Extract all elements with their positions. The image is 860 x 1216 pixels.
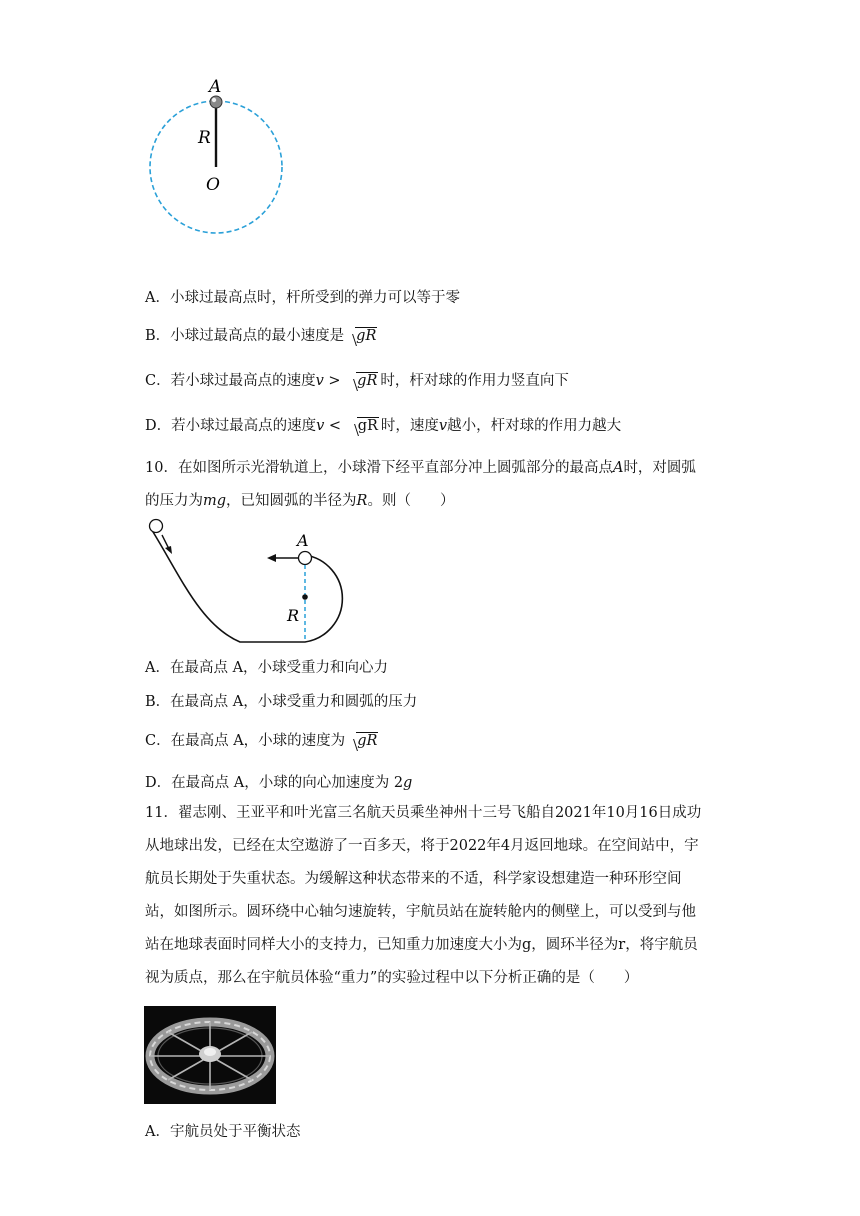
q10-option-a: A．在最高点 A，小球受重力和向心力 (145, 660, 389, 676)
label-r: R (198, 128, 211, 148)
q9-option-a: A．小球过最高点时，杆所受到的弹力可以等于零 (145, 290, 460, 306)
q9-option-b: B．小球过最高点的最小速度是 gR (145, 328, 377, 344)
q10-stem: 10．在如图所示光滑轨道上，小球滑下经平直部分冲上圆弧部分的最高点A时，对圆弧的压力为mg，已知圆弧的半径为R。则（ ） (145, 460, 696, 509)
ball (210, 96, 222, 108)
label-o: O (206, 175, 220, 195)
q10-option-d: D．在最高点 A，小球的向心加速度为 2g (145, 775, 413, 791)
space-station-image (144, 1006, 276, 1104)
q9-option-d: D．若小球过最高点的速度v < gR 时，速度v越小，杆对球的作用力越大 (145, 418, 622, 434)
q11-option-a: A．宇航员处于平衡状态 (145, 1124, 301, 1140)
q9-option-c: C．若小球过最高点的速度v > gR 时，杆对球的作用力竖直向下 (145, 373, 569, 389)
label-r: R (287, 606, 300, 625)
label-a: A (297, 531, 309, 550)
q11-stem: 11．翟志刚、王亚平和叶光富三名航天员乘坐神州十三号飞船自2021年10月16日成功从地球出发，已经在太空遨游了一百多天，将于2022年4月返回地球。在空间站中，宇航员长期处于失重状态。为缓解这种状态带来的不适，科学家设想建造一种环形空间站，如图所示。圆环绕中心轴匀速旋转，宇航员站在旋转舱内的侧壁上，可以受到与他站在地球表面时同样大小的支持力，已知重力加速度大小为g，圆环半径为r，将宇航员视为质点，那么在宇航员体验“重力”的实验过程中以下分析正确的是（ ） (145, 805, 702, 986)
figure-rod-circle (140, 70, 300, 245)
ball-start (150, 520, 163, 533)
ball-top (299, 552, 312, 565)
label-a: A (209, 77, 222, 97)
track-path (150, 527, 342, 642)
q10-option-c: C．在最高点 A，小球的速度为 gR (145, 733, 378, 749)
q10-option-b: B．在最高点 A，小球受重力和圆弧的压力 (145, 694, 418, 710)
figure-track (140, 515, 370, 650)
